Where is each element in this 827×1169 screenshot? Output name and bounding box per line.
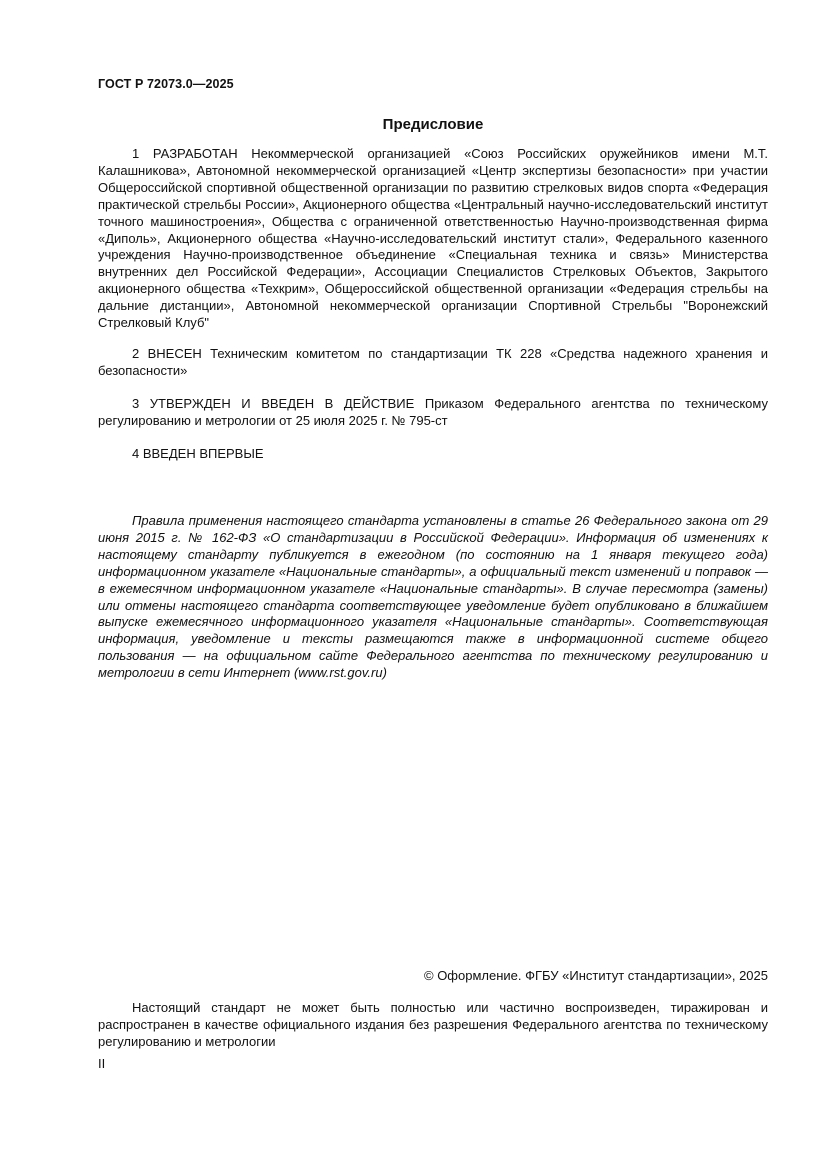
paragraph-introduced-by: 2 ВНЕСЕН Техническим комитетом по стандартизации ТК 228 «Средства надежного хранения и безопасности»: [98, 346, 768, 378]
rules-note: Правила применения настоящего стандарта установлены в статье 26 Федерального закона от 29 июня 2015 г. № 162-ФЗ «О стандартизации в Российской Федерации». Информация об изменениях к настоящему стандарту публикуется в ежегодном (по состоянию на 1 января текущего года) информационном указателе «Национальные стандарты», а официальный текст изменений и поправок — в ежемесячном информационном указателе «Национальные стандарты». В случае пересмотра (замены) или отмены настоящего стандарта соответствующее уведомление будет опубликовано в ближайшем выпуске ежемесячного информационного указателя «Национальные стандарты». Соответствующая информация, уведомление и тексты размещаются также в информационной системе общего пользования — на официальном сайте Федерального агентства по техническому регулированию и метрологии в сети Интернет (www.rst.gov.ru): [98, 513, 768, 681]
paragraph-developed-by: 1 РАЗРАБОТАН Некоммерческой организацией «Союз Российских оружейников имени М.Т. Калашникова», Автономной некоммерческой организацией «Центр экспертизы безопасности» при участии Общероссийской спортивной общественной организации по развитию стрелковых видов спорта «Федерация практической стрельбы России», Акционерного общества «Центральный научно-исследовательский институт точного машиностроения», Общества с ограниченной ответственностью Научно-производственная фирма «Диполь», Акционерного общества «Научно-исследовательский институт стали», Федерального казенного учреждения Научно-производственное объединение «Специальная техника и связь» Министерства внутренних дел Российской Федерации», Ассоциации Специалистов Стрелковых Объектов, Закрытого акционерного общества «Техкрим», Общероссийской общественной организации «Федерация стрельбы на дальние дистанции», Автономной некоммерческой организации Спортивной Стрельбы "Воронежский Стрелковый Клуб": [98, 146, 768, 331]
paragraph-first-introduced: 4 ВВЕДЕН ВПЕРВЫЕ: [132, 446, 264, 461]
page-title: Предисловие: [382, 116, 484, 133]
reproduction-notice: Настоящий стандарт не может быть полностью или частично воспроизведен, тиражирован и распространен в качестве официального издания без разрешения Федерального агентства по техническому регулированию и метрологии: [98, 1000, 768, 1049]
copyright-line: © Оформление. ФГБУ «Институт стандартизации», 2025: [424, 968, 768, 983]
paragraph-approved: 3 УТВЕРЖДЕН И ВВЕДЕН В ДЕЙСТВИЕ Приказом Федерального агентства по техническому регулированию и метрологии от 25 июля 2025 г. № 795-ст: [98, 396, 768, 428]
page-number: II: [98, 1056, 106, 1071]
document-header: ГОСТ Р 72073.0—2025: [98, 77, 234, 91]
